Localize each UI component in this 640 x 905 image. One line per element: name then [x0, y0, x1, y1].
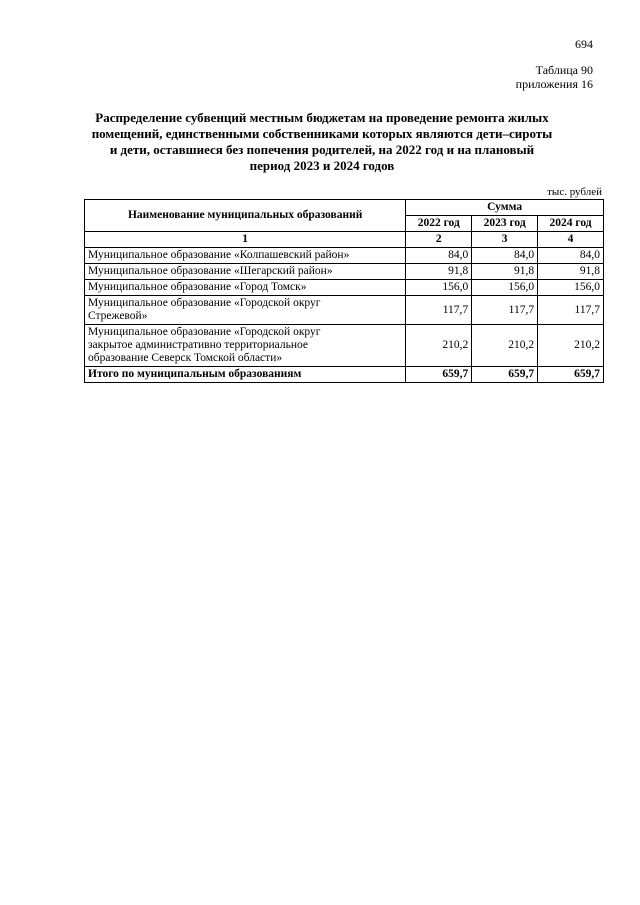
total-2023: 659,7: [472, 367, 538, 383]
index-row: [85, 232, 604, 248]
name-line: образование Северск Томской области»: [88, 352, 283, 364]
value-2022: 117,7: [406, 296, 472, 325]
header-row: [85, 200, 604, 216]
name-line: Стрежевой»: [88, 310, 148, 322]
municipality-name: [85, 296, 406, 325]
value-2023: 156,0: [472, 280, 538, 296]
document-title: [82, 110, 562, 174]
total-2024: 659,7: [538, 367, 604, 383]
total-2022: 659,7: [406, 367, 472, 383]
table-row: [85, 296, 604, 325]
value-2023: 210,2: [472, 325, 538, 367]
title-line: период 2023 и 2024 годов: [249, 158, 395, 173]
value-2022: 84,0: [406, 248, 472, 264]
header-year-2024: 2024 год: [538, 216, 604, 232]
municipality-name: Муниципальное образование «Колпашевский район»: [85, 248, 406, 264]
value-2024: 210,2: [538, 325, 604, 367]
index-cell: 1: [85, 232, 406, 248]
title-line: Распределение субвенций местным бюджетам на проведение ремонта жилых: [95, 110, 549, 125]
name-line: Муниципальное образование «Городской округ: [88, 326, 321, 338]
value-2024: 117,7: [538, 296, 604, 325]
page-number: 694: [575, 37, 593, 51]
value-2022: 156,0: [406, 280, 472, 296]
units-label: тыс. рублей: [547, 186, 602, 198]
value-2024: 91,8: [538, 264, 604, 280]
total-label: Итого по муниципальным образованиям: [85, 367, 406, 383]
subsidy-table: [84, 199, 604, 383]
title-line: помещений, единственными собственниками которых являются дети–сироты: [91, 126, 553, 141]
value-2022: 91,8: [406, 264, 472, 280]
header-year-2023: 2023 год: [472, 216, 538, 232]
value-2023: 117,7: [472, 296, 538, 325]
header-municipality: Наименование муниципальных образований: [85, 200, 406, 232]
value-2022: 210,2: [406, 325, 472, 367]
table-number: Таблица 90: [535, 63, 593, 77]
index-cell: 2: [406, 232, 472, 248]
header-year-2022: 2022 год: [406, 216, 472, 232]
municipality-name: Муниципальное образование «Город Томск»: [85, 280, 406, 296]
value-2023: 84,0: [472, 248, 538, 264]
table-row: [85, 325, 604, 367]
total-row: [85, 367, 604, 383]
appendix-number: приложения 16: [515, 77, 593, 91]
value-2024: 84,0: [538, 248, 604, 264]
index-cell: 4: [538, 232, 604, 248]
table-row: [85, 264, 604, 280]
municipality-name: [85, 325, 406, 367]
municipality-name: Муниципальное образование «Шегарский район»: [85, 264, 406, 280]
title-line: и дети, оставшиеся без попечения родителей, на 2022 год и на плановый: [109, 142, 535, 157]
name-line: Муниципальное образование «Городской округ: [88, 297, 321, 309]
table-row: [85, 280, 604, 296]
value-2024: 156,0: [538, 280, 604, 296]
name-line: закрытое административно территориальное: [88, 339, 309, 351]
table-reference: [516, 63, 593, 91]
index-cell: 3: [472, 232, 538, 248]
value-2023: 91,8: [472, 264, 538, 280]
header-sum: Сумма: [406, 200, 604, 216]
table-row: [85, 248, 604, 264]
